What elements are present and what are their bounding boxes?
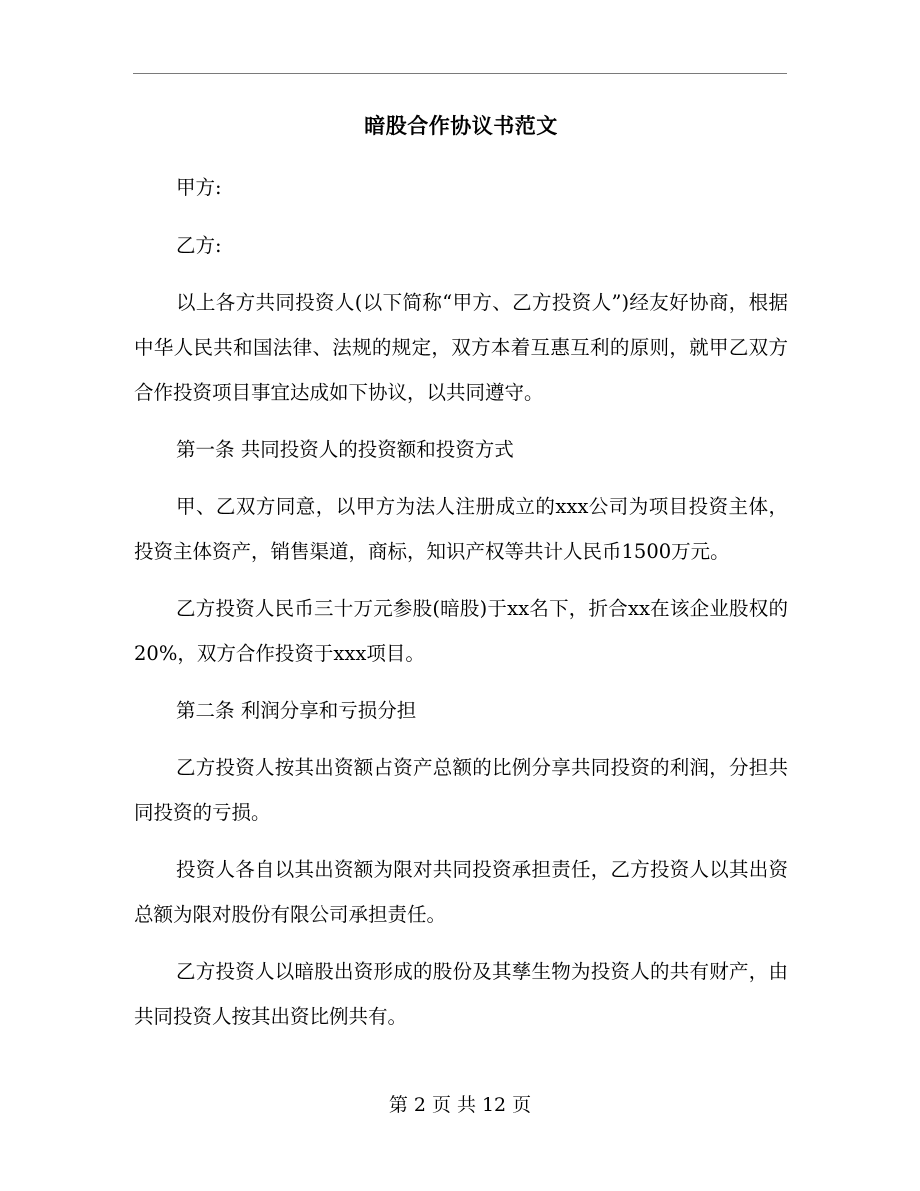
page-number-footer bbox=[0, 1090, 920, 1120]
party-a-line: 甲方: bbox=[176, 176, 222, 199]
party-b-line: 乙方: bbox=[176, 234, 222, 257]
footer-label-total: 共 bbox=[456, 1094, 476, 1116]
article-2-heading: 第二条 利润分享和亏损分担 bbox=[176, 699, 417, 722]
footer-label-total-unit: 页 bbox=[512, 1094, 532, 1116]
article-1-heading: 第一条 共同投资人的投资额和投资方式 bbox=[176, 438, 514, 461]
document-body bbox=[134, 110, 788, 1039]
article-1-paragraph-1: 甲、乙双方同意，以甲方为法人注册成立的xxx公司为项目投资主体，投资主体资产，销售渠道，商标，知识产权等共计人民币1500万元。 bbox=[134, 495, 788, 563]
article-1-paragraph-2: 乙方投资人民币三十万元参股(暗股)于xx名下，折合xx在该企业股权的20%，双方合作投资于xxx项目。 bbox=[134, 597, 788, 665]
article-2-paragraph-1: 乙方投资人按其出资额占资产总额的比例分享共同投资的利润，分担共同投资的亏损。 bbox=[134, 756, 788, 824]
footer-label-page-unit: 页 bbox=[431, 1094, 451, 1116]
article-2-paragraph-3: 乙方投资人以暗股出资形成的股份及其孳生物为投资人的共有财产，由共同投资人按其出资比例共有。 bbox=[134, 960, 788, 1028]
article-2-paragraph-2: 投资人各自以其出资额为限对共同投资承担责任，乙方投资人以其出资总额为限对股份有限公司承担责任。 bbox=[134, 858, 788, 926]
preamble-paragraph: 以上各方共同投资人(以下简称“甲方、乙方投资人”)经友好协商，根据中华人民共和国法律、法规的规定，双方本着互惠互利的原则，就甲乙双方合作投资项目事宜达成如下协议，以共同遵守。 bbox=[134, 291, 788, 404]
footer-current-page: 2 bbox=[413, 1094, 426, 1116]
header-rule bbox=[133, 73, 787, 74]
document-title: 暗股合作协议书范文 bbox=[364, 113, 558, 138]
footer-label-page: 第 bbox=[388, 1094, 408, 1116]
footer-total-pages: 12 bbox=[481, 1094, 507, 1116]
